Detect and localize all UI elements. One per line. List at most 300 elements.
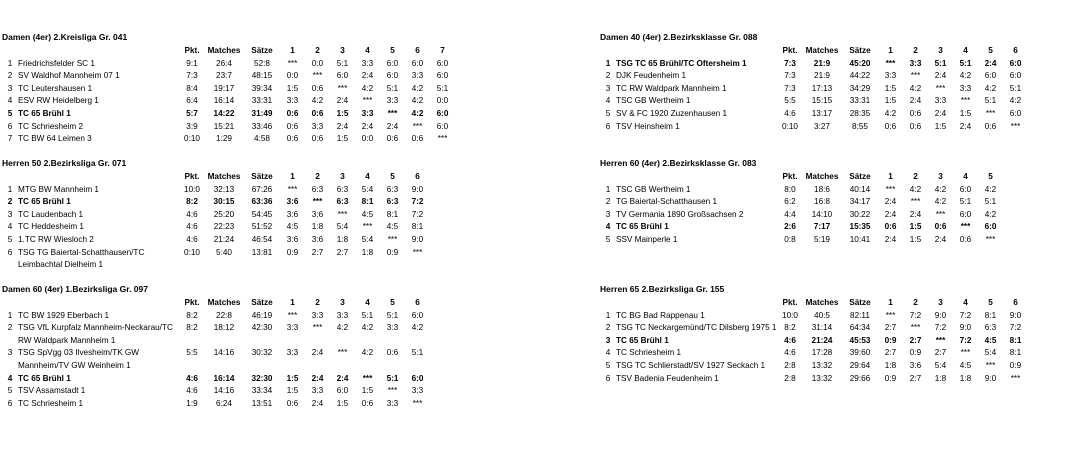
result-cell: 0:6 [411, 134, 424, 144]
result-cell: 1:8 [884, 360, 897, 370]
league-title: Herren 50 2.Bezirksliga Gr. 071 [2, 158, 127, 168]
table-row [600, 221, 1003, 234]
result-cell: 9:0 [934, 310, 947, 320]
rank-cell: 5 [7, 234, 13, 244]
points-cell: 4:6 [784, 348, 796, 358]
matches-cell: 14:10 [811, 209, 833, 219]
header-blank [18, 45, 180, 58]
points-cell: 9:1 [186, 58, 198, 68]
result-cell: *** [387, 234, 398, 244]
result-cell: 8:1 [1009, 348, 1022, 358]
points-cell: 5:5 [784, 96, 796, 106]
result-cell: 3:3 [311, 310, 324, 320]
sets-cell: 33:31 [251, 96, 273, 106]
team-name: TC Schriesheim 1 [18, 398, 84, 408]
sets-cell: 54:45 [251, 209, 273, 219]
result-cell: 6:0 [436, 121, 449, 131]
team-name: ESV RW Heidelberg 1 [18, 96, 99, 106]
result-cell: 4:5 [361, 209, 374, 219]
table-row [2, 95, 455, 108]
matches-cell: 25:20 [213, 209, 235, 219]
result-cell: 3:3 [286, 96, 299, 106]
column-header: 2 [315, 172, 320, 181]
column-header: Matches [805, 172, 839, 181]
matches-cell: 17:13 [811, 83, 833, 93]
header-blank [18, 297, 180, 310]
result-cell: 6:0 [436, 71, 449, 81]
result-cell: 2:4 [311, 398, 324, 408]
result-cell: 0:6 [984, 121, 997, 131]
result-cell: 1:5 [336, 398, 349, 408]
result-cell: *** [935, 209, 946, 219]
result-cell: *** [362, 96, 373, 106]
team-name: TSG TC Neckargemünd/TC Dilsberg 1975 1 [616, 323, 777, 333]
column-header: 5 [390, 46, 395, 55]
header-blank [600, 171, 616, 184]
team-name: TSG SpVgg 03 Ilvesheim/TK GW Mannheim/TV GW Weinheim 1 [18, 348, 140, 370]
matches-cell: 7:17 [813, 222, 831, 232]
column-header: 1 [888, 46, 893, 55]
column-header: 2 [315, 46, 320, 55]
points-cell: 4:6 [186, 386, 198, 396]
team-name: TC BG Bad Rappenau 1 [616, 310, 705, 320]
rank-cell: 1 [605, 58, 611, 68]
result-cell: 6:3 [336, 197, 349, 207]
result-cell: 3:3 [361, 58, 374, 68]
rank-cell: 7 [7, 134, 13, 144]
result-cell: 8:1 [361, 197, 374, 207]
result-cell: 1:8 [959, 373, 972, 383]
rank-cell: 5 [605, 360, 611, 370]
column-header: 1 [888, 172, 893, 181]
result-cell: 1:5 [909, 234, 922, 244]
league-block [600, 158, 1003, 247]
result-cell: *** [387, 386, 398, 396]
team-name: TC 65 Brühl 1 [18, 373, 71, 383]
league-block [2, 32, 455, 146]
result-cell: 2:4 [311, 373, 324, 383]
sets-cell: 34:17 [849, 197, 871, 207]
standings-table [2, 171, 430, 272]
team-name: TC Heddesheim 1 [18, 222, 84, 232]
team-name: Friedrichsfelder SC 1 [18, 58, 95, 68]
result-cell: 6:3 [311, 184, 324, 194]
column-header: Matches [207, 172, 241, 181]
matches-cell: 13:32 [811, 360, 833, 370]
result-cell: 4:2 [909, 83, 922, 93]
result-cell: 6:0 [984, 71, 997, 81]
matches-cell: 18:12 [213, 323, 235, 333]
result-cell: *** [1010, 373, 1021, 383]
sets-cell: 4:58 [254, 134, 270, 144]
matches-cell: 6:24 [216, 398, 232, 408]
matches-cell: 14:22 [213, 108, 235, 118]
table-row [2, 83, 455, 96]
column-header: 1 [888, 298, 893, 307]
result-cell: 6:0 [336, 386, 349, 396]
team-name: SSV Mainperle 1 [616, 234, 678, 244]
team-name: TSV Badenia Feudenheim 1 [616, 373, 719, 383]
result-cell: *** [960, 348, 971, 358]
rank-cell: 6 [7, 121, 13, 131]
matches-cell: 14:16 [213, 348, 235, 358]
sets-cell: 13:51 [251, 398, 273, 408]
column-header: 2 [913, 298, 918, 307]
result-cell: 3:3 [411, 386, 424, 396]
matches-cell: 23:7 [216, 71, 232, 81]
rank-cell: 1 [7, 58, 13, 68]
rank-cell: 6 [605, 373, 611, 383]
result-cell: *** [412, 398, 423, 408]
team-name: TC Leutershausen 1 [18, 83, 93, 93]
result-cell: 4:2 [361, 348, 374, 358]
team-name: TC BW 64 Leimen 3 [18, 134, 92, 144]
sets-cell: 48:15 [251, 71, 273, 81]
column-header: 2 [913, 172, 918, 181]
team-name: TSG TC 65 Brühl/TC Oftersheim 1 [616, 58, 747, 68]
rank-cell: 2 [605, 323, 611, 333]
header-row [2, 45, 455, 58]
rank-cell: 3 [605, 209, 611, 219]
result-cell: 0:9 [386, 247, 399, 257]
result-cell: 8:1 [984, 310, 997, 320]
result-cell: 5:1 [386, 83, 399, 93]
column-header: 5 [390, 298, 395, 307]
matches-cell: 40:5 [814, 310, 830, 320]
rank-cell: 5 [7, 108, 13, 118]
table-row [600, 373, 1028, 386]
result-cell: *** [312, 71, 323, 81]
league-block [2, 158, 430, 272]
column-header: Sätze [251, 298, 273, 307]
result-cell: 0:6 [311, 83, 324, 93]
points-cell: 8:2 [784, 323, 796, 333]
result-cell: 7:2 [959, 310, 972, 320]
result-cell: 6:3 [386, 184, 399, 194]
table-row [600, 360, 1028, 373]
rank-cell: 4 [605, 222, 611, 232]
result-cell: *** [412, 121, 423, 131]
rank-cell: 4 [7, 222, 13, 232]
result-cell: *** [885, 310, 896, 320]
result-cell: 0:9 [1009, 360, 1022, 370]
result-cell: 2:7 [884, 348, 897, 358]
column-header: 4 [365, 298, 370, 307]
sets-cell: 82:11 [850, 310, 870, 320]
matches-cell: 21:9 [813, 58, 831, 68]
result-cell: 6:0 [959, 209, 972, 219]
points-cell: 8:0 [784, 184, 796, 194]
result-cell: 3:3 [386, 96, 399, 106]
column-header: 4 [963, 46, 968, 55]
result-cell: 0:6 [286, 121, 299, 131]
result-cell: 1:5 [909, 222, 922, 232]
league-block [600, 284, 1028, 385]
points-cell: 6:4 [186, 96, 198, 106]
league-block [600, 32, 1028, 133]
table-row [2, 310, 430, 323]
result-cell: 4:5 [959, 360, 972, 370]
league-title: Damen 40 (4er) 2.Bezirksklasse Gr. 088 [600, 32, 758, 42]
result-cell: 2:4 [884, 197, 897, 207]
result-cell: 2:4 [336, 96, 349, 106]
table-row [600, 209, 1003, 222]
result-cell: 5:1 [436, 83, 449, 93]
result-cell: 5:1 [959, 197, 972, 207]
column-header: 6 [1013, 46, 1018, 55]
points-cell: 5:5 [186, 348, 198, 358]
column-header: 1 [290, 172, 295, 181]
rank-cell: 2 [7, 71, 13, 81]
result-cell: *** [885, 184, 896, 194]
sets-cell: 64:34 [849, 323, 871, 333]
result-cell: 2:7 [884, 323, 897, 333]
result-cell: *** [312, 197, 323, 207]
table-row [600, 322, 1028, 335]
column-header: 3 [938, 172, 943, 181]
result-cell: *** [287, 58, 298, 68]
result-cell: 1:8 [934, 373, 947, 383]
column-header: 2 [913, 46, 918, 55]
points-cell: 0:10 [184, 247, 200, 257]
result-cell: 2:4 [984, 58, 997, 68]
header-blank [2, 45, 18, 58]
league-title: Herren 60 (4er) 2.Bezirksklasse Gr. 083 [600, 158, 757, 168]
result-cell: 7:2 [411, 209, 424, 219]
result-cell: 0:6 [286, 398, 299, 408]
result-cell: 2:4 [934, 108, 947, 118]
result-cell: 5:1 [1009, 83, 1022, 93]
result-cell: 5:1 [934, 58, 947, 68]
header-blank [616, 171, 778, 184]
result-cell: 6:3 [386, 197, 399, 207]
result-cell: *** [287, 310, 298, 320]
result-cell: 2:7 [311, 247, 324, 257]
matches-cell: 21:24 [811, 335, 833, 345]
result-cell: *** [337, 83, 348, 93]
result-cell: 4:2 [361, 83, 374, 93]
matches-cell: 16:8 [814, 197, 830, 207]
header-row [600, 297, 1028, 310]
column-header: 3 [340, 172, 345, 181]
result-cell: 3:3 [311, 121, 324, 131]
result-cell: 1:5 [286, 373, 299, 383]
result-cell: 7:2 [411, 197, 424, 207]
points-cell: 3:9 [186, 121, 198, 131]
matches-cell: 14:16 [213, 386, 235, 396]
table-row [2, 196, 430, 209]
matches-cell: 13:32 [811, 373, 833, 383]
rank-cell: 3 [605, 335, 611, 345]
sets-cell: 29:64 [849, 360, 871, 370]
rank-cell: 1 [605, 310, 611, 320]
column-header: 4 [365, 172, 370, 181]
result-cell: *** [985, 360, 996, 370]
result-cell: 4:2 [336, 323, 349, 333]
team-name: TSV Heinsheim 1 [616, 121, 680, 131]
rank-cell: 1 [605, 184, 611, 194]
matches-cell: 5:19 [814, 234, 830, 244]
result-cell: 2:4 [336, 373, 349, 383]
result-cell: 5:1 [386, 310, 399, 320]
rank-cell: 3 [7, 83, 13, 93]
table-row [2, 398, 430, 411]
sets-cell: 46:19 [251, 310, 273, 320]
result-cell: *** [437, 134, 448, 144]
table-row [600, 83, 1028, 96]
team-name: 1.TC RW Wiesloch 2 [18, 234, 94, 244]
result-cell: 0:0 [436, 96, 449, 106]
result-cell: 7:2 [1009, 323, 1022, 333]
result-cell: 6:0 [984, 222, 997, 232]
league-title: Damen 60 (4er) 1.Bezirksliga Gr. 097 [2, 284, 148, 294]
result-cell: 8:1 [411, 222, 424, 232]
points-cell: 4:6 [186, 209, 198, 219]
result-cell: 0:6 [311, 108, 324, 118]
result-cell: 4:2 [884, 108, 897, 118]
result-cell: 1:5 [336, 108, 349, 118]
result-cell: 5:4 [361, 184, 374, 194]
sets-cell: 44:22 [849, 71, 871, 81]
table-row [2, 347, 430, 372]
result-cell: 6:0 [411, 310, 424, 320]
matches-cell: 18:6 [814, 184, 830, 194]
points-cell: 0:8 [784, 234, 796, 244]
points-cell: 8:2 [186, 323, 198, 333]
column-header: 7 [440, 46, 445, 55]
column-header: 5 [988, 172, 993, 181]
points-cell: 0:10 [782, 121, 798, 131]
table-row [2, 70, 455, 83]
column-header: 3 [340, 46, 345, 55]
column-header: 6 [1013, 298, 1018, 307]
column-header: 1 [290, 298, 295, 307]
table-row [2, 373, 430, 386]
column-header: Pkt. [782, 46, 798, 55]
sets-cell: 45:20 [849, 58, 871, 68]
matches-cell: 19:17 [213, 83, 235, 93]
table-row [600, 234, 1003, 247]
result-cell: 5:4 [336, 222, 349, 232]
result-cell: 4:2 [934, 197, 947, 207]
rank-cell: 4 [605, 348, 611, 358]
result-cell: 6:0 [411, 58, 424, 68]
result-cell: 6:3 [336, 184, 349, 194]
points-cell: 4:6 [186, 222, 198, 232]
points-cell: 7:3 [784, 58, 796, 68]
result-cell: 2:4 [909, 96, 922, 106]
column-header: 3 [938, 46, 943, 55]
result-cell: *** [960, 96, 971, 106]
points-cell: 2:8 [784, 373, 796, 383]
table-row [2, 385, 430, 398]
result-cell: *** [985, 108, 996, 118]
result-cell: 3:3 [336, 310, 349, 320]
result-cell: 1:8 [336, 234, 349, 244]
result-cell: 2:4 [361, 71, 374, 81]
points-cell: 4:4 [784, 209, 796, 219]
table-row [600, 335, 1028, 348]
header-blank [616, 297, 778, 310]
matches-cell: 3:27 [814, 121, 830, 131]
column-header: 6 [415, 298, 420, 307]
result-cell: 5:1 [361, 310, 374, 320]
sets-cell: 30:32 [251, 348, 273, 358]
result-cell: 6:0 [386, 58, 399, 68]
result-cell: 0:6 [286, 108, 299, 118]
result-cell: *** [337, 348, 348, 358]
points-cell: 7:3 [186, 71, 198, 81]
column-header: 4 [963, 298, 968, 307]
team-name: TC 65 Brühl 1 [18, 108, 71, 118]
result-cell: 5:1 [984, 96, 997, 106]
result-cell: 6:3 [984, 323, 997, 333]
result-cell: 5:1 [336, 58, 349, 68]
matches-cell: 30:15 [213, 197, 235, 207]
result-cell: 0:9 [909, 348, 922, 358]
table-row [2, 322, 430, 347]
column-header: 6 [415, 172, 420, 181]
rank-cell: 3 [605, 83, 611, 93]
result-cell: *** [910, 71, 921, 81]
standings-table [2, 297, 430, 410]
table-row [600, 121, 1028, 134]
table-row [2, 221, 430, 234]
rank-cell: 6 [605, 121, 611, 131]
result-cell: *** [287, 184, 298, 194]
result-cell: 0:0 [286, 71, 299, 81]
matches-cell: 16:14 [213, 96, 235, 106]
result-cell: 3:6 [311, 209, 324, 219]
result-cell: 1:8 [311, 222, 324, 232]
matches-cell: 16:14 [213, 373, 235, 383]
result-cell: 4:2 [411, 83, 424, 93]
column-header: Pkt. [184, 298, 200, 307]
column-header: Pkt. [782, 298, 798, 307]
table-row [2, 133, 455, 146]
result-cell: 3:6 [286, 209, 299, 219]
rank-cell: 3 [7, 348, 13, 358]
result-cell: 0:0 [311, 58, 324, 68]
rank-cell: 3 [7, 209, 13, 219]
column-header: Pkt. [184, 172, 200, 181]
result-cell: 1:8 [361, 247, 374, 257]
matches-cell: 15:21 [213, 121, 235, 131]
column-header: Matches [207, 46, 241, 55]
rank-cell: 5 [605, 234, 611, 244]
sets-cell: 31:49 [251, 108, 273, 118]
column-header: Sätze [251, 46, 273, 55]
result-cell: 5:4 [934, 360, 947, 370]
result-cell: 4:2 [411, 108, 424, 118]
result-cell: 5:1 [386, 373, 399, 383]
result-cell: 0:6 [386, 134, 399, 144]
points-cell: 2:6 [784, 222, 796, 232]
table-row [600, 184, 1003, 197]
standings-table [2, 45, 455, 146]
result-cell: *** [935, 335, 946, 345]
column-header: 4 [963, 172, 968, 181]
result-cell: 4:2 [959, 71, 972, 81]
table-row [2, 247, 430, 272]
rank-cell: 2 [7, 197, 13, 207]
result-cell: 3:6 [311, 234, 324, 244]
result-cell: 0:6 [386, 348, 399, 358]
team-name: TC BW 1929 Eberbach 1 [18, 310, 110, 320]
matches-cell: 31:14 [811, 323, 833, 333]
points-cell: 7:3 [784, 71, 796, 81]
result-cell: 1:5 [286, 83, 299, 93]
